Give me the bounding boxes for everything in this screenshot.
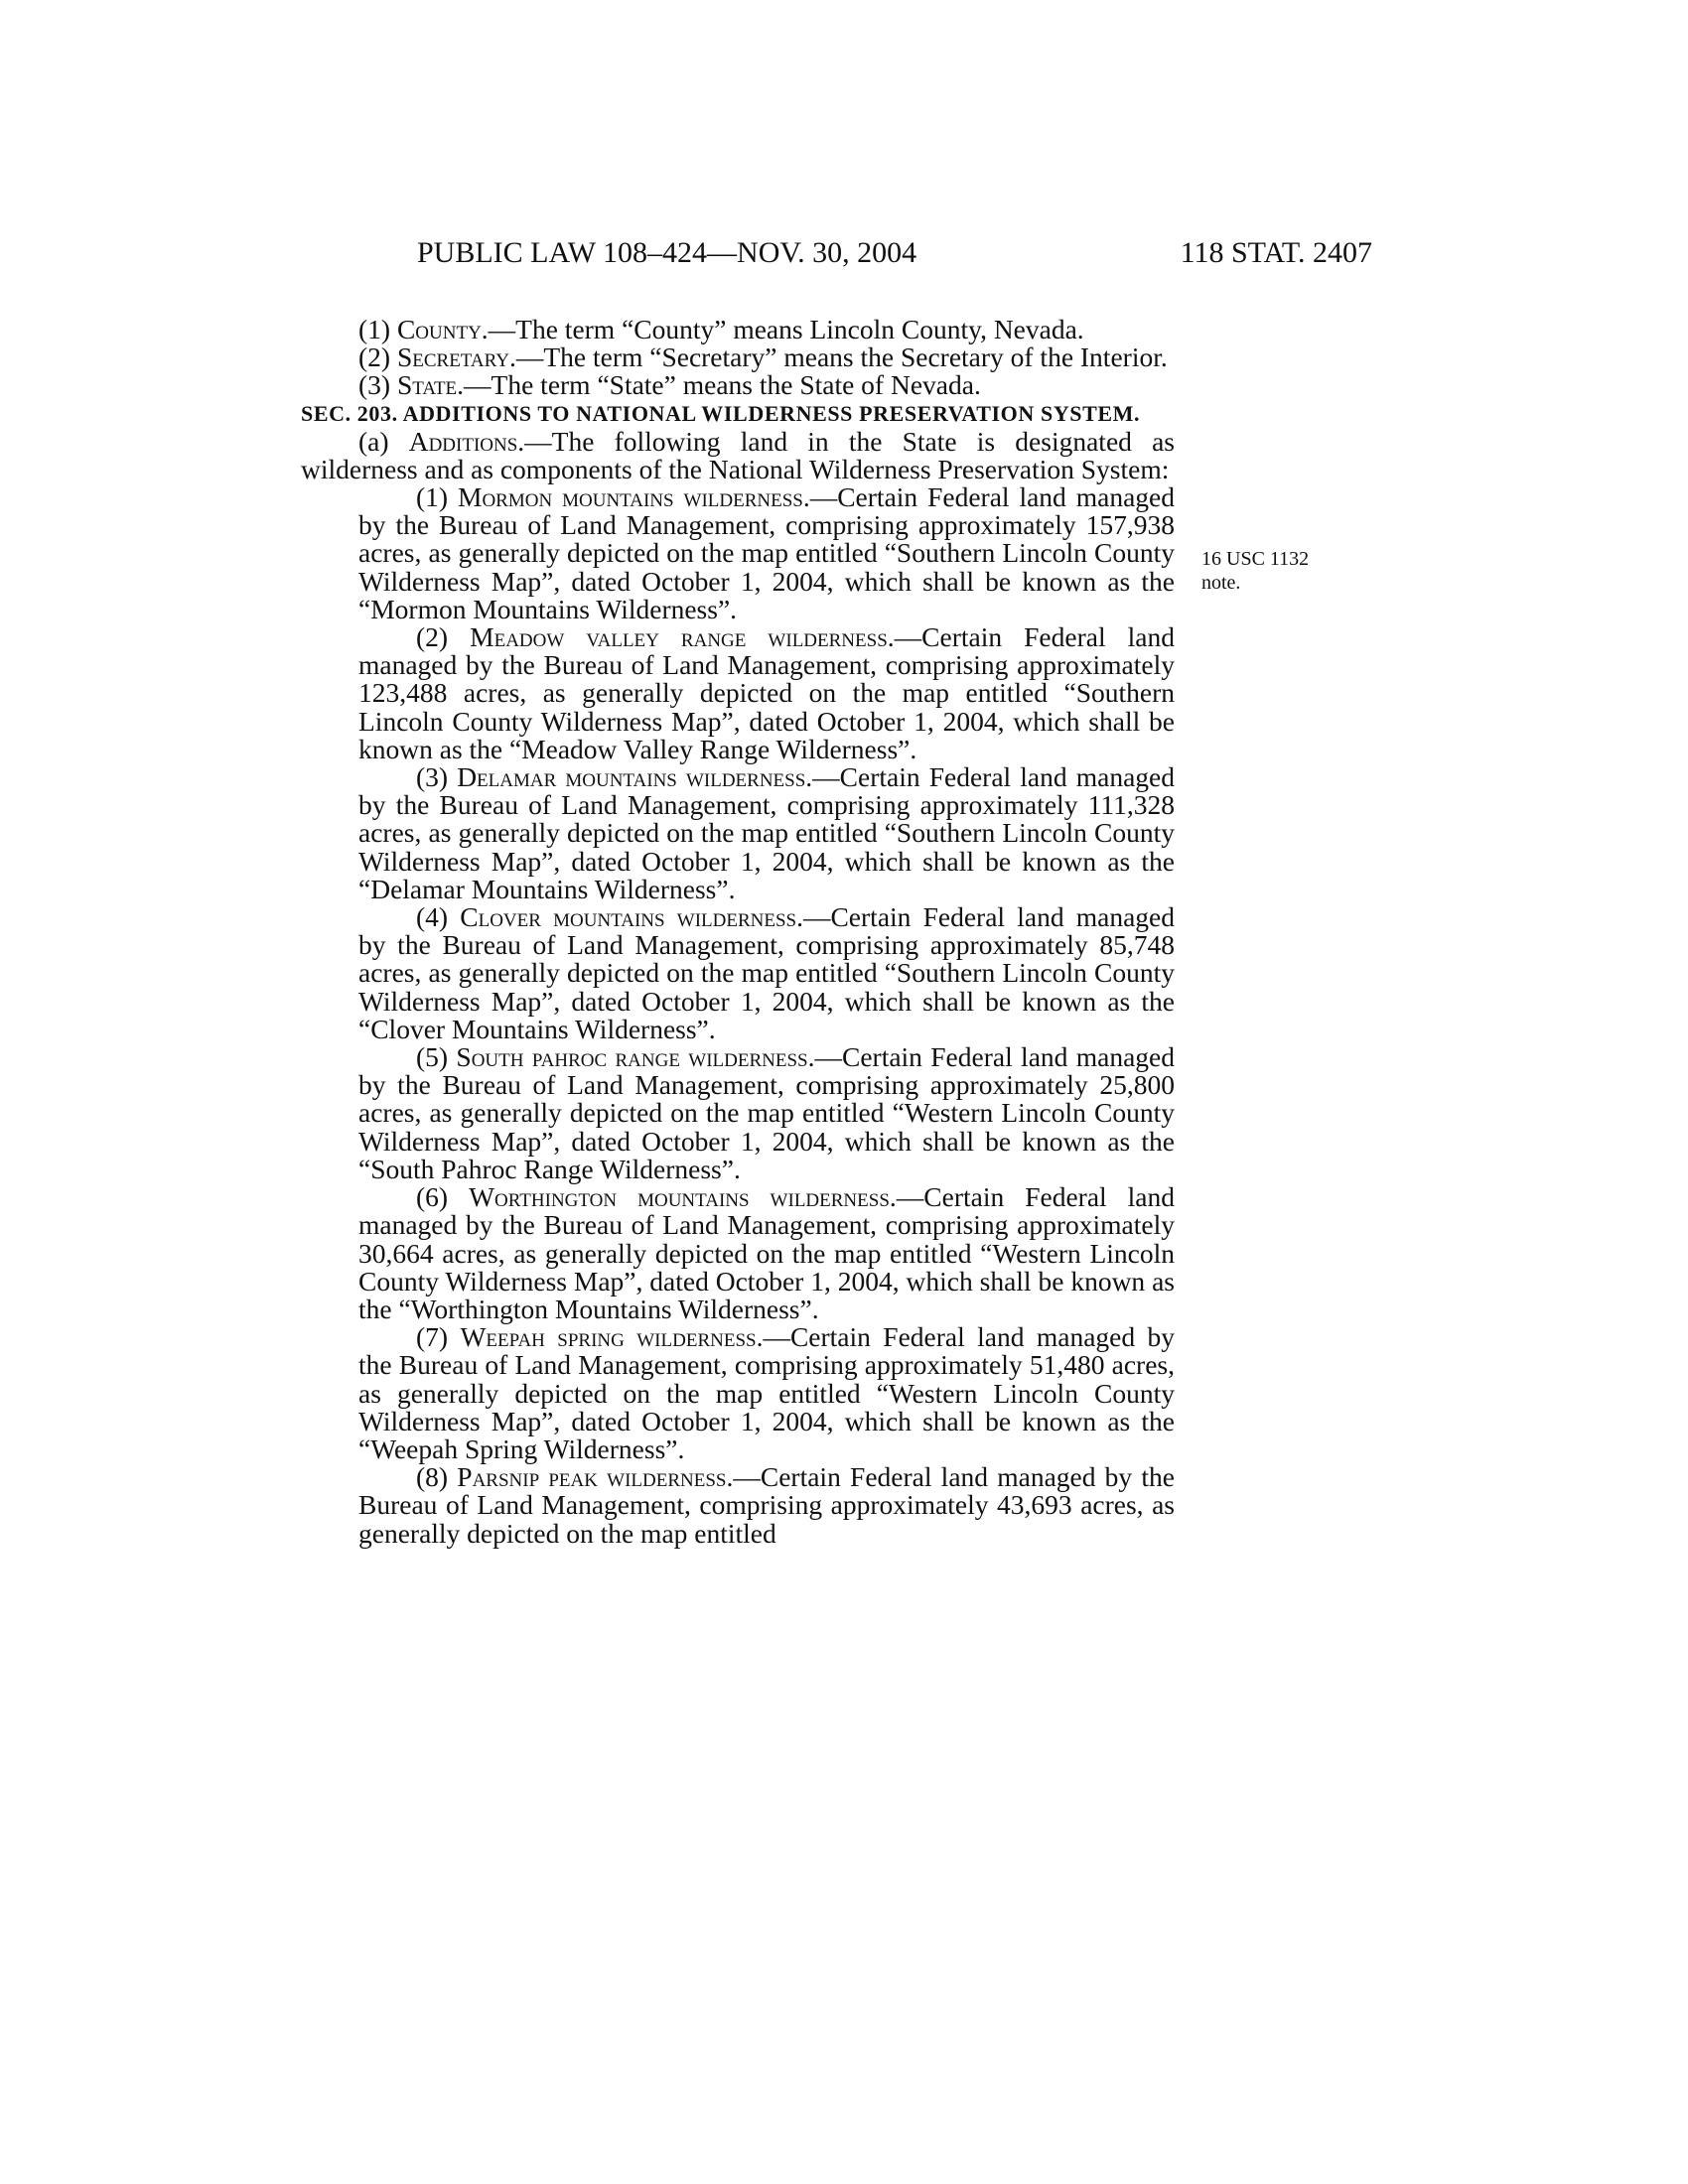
margin-note bbox=[1201, 547, 1340, 595]
paragraph-south-pahroc bbox=[301, 1043, 1175, 1183]
definition-number: (1) bbox=[358, 314, 391, 344]
paragraph-title: Meadow valley range wilderness bbox=[470, 621, 888, 653]
page-header bbox=[417, 236, 1372, 280]
definition-secretary bbox=[301, 343, 1175, 371]
paragraph-clover-mountains bbox=[301, 903, 1175, 1043]
margin-note-label: note. bbox=[1201, 572, 1241, 594]
definition-text: .—The term “Secretary” means the Secretary of the Interior. bbox=[508, 341, 1168, 373]
paragraph-title: Weepah spring wilderness bbox=[460, 1321, 757, 1353]
paragraph-title: Parsnip peak wilderness bbox=[457, 1461, 727, 1493]
paragraph-delamar-mountains bbox=[301, 763, 1175, 903]
document-body bbox=[301, 316, 1175, 1548]
subsection-additions bbox=[301, 425, 1175, 484]
paragraph-title: Clover mountains wilderness bbox=[460, 901, 797, 933]
definition-number: (2) bbox=[358, 341, 391, 373]
paragraph-number: (8) bbox=[416, 1461, 449, 1493]
definition-term: Secretary bbox=[396, 341, 509, 373]
paragraph-number: (2) bbox=[416, 621, 449, 653]
paragraph-text: .—Certain Federal land managed by the Bureau of Land Management, comprising approximately 25,800 acres, as generally depicted on the map entitled “Western Lincoln County Wilderness Map”, dated October 1, 2004, which shall be known as the “South Pahroc Range Wilderness”. bbox=[358, 1041, 1176, 1184]
paragraph-title: Worthington mountains wilderness bbox=[469, 1181, 890, 1213]
paragraph-title: Mormon mountains wilderness bbox=[458, 481, 803, 513]
definition-number: (3) bbox=[358, 369, 391, 401]
running-head: PUBLIC LAW 108–424—NOV. 30, 2004 bbox=[417, 236, 917, 269]
paragraph-number: (1) bbox=[416, 481, 449, 513]
statute-citation: 118 STAT. 2407 bbox=[1180, 236, 1372, 269]
paragraph-text: .—Certain Federal land managed by the Bureau of Land Management, comprising approximately 85,748 acres, as generally depicted on the map entitled “Southern Lincoln County Wilderness Map”, dated October 1, 2004, which shall be known as the “Clover Mountains Wilderness”. bbox=[358, 901, 1175, 1044]
paragraph-worthington-mountains bbox=[301, 1183, 1175, 1323]
definition-term: State bbox=[396, 369, 458, 401]
paragraph-number: (6) bbox=[416, 1181, 449, 1213]
paragraph-text: .—Certain Federal land managed by the Bureau of Land Management, comprising approximately 43,693 acres, as generally depicted on the map entitled bbox=[358, 1461, 1175, 1549]
subsection-text: .—The following land in the State is designated as wilderness and as components of the National Wilderness Preservation System: bbox=[301, 425, 1175, 484]
paragraph-number: (3) bbox=[416, 761, 449, 793]
margin-note-citation: 16 USC 1132 bbox=[1201, 548, 1310, 570]
definition-text: .—The term “State” means the State of Nevada. bbox=[457, 369, 981, 401]
definition-state bbox=[301, 371, 1175, 399]
paragraph-mormon-mountains bbox=[301, 483, 1175, 623]
paragraph-text: .—Certain Federal land managed by the Bureau of Land Management, comprising approximately 111,328 acres, as generally depicted on the map entitled “Southern Lincoln County Wilderness Map”, dated October 1, 2004, which shall be known as the “Delamar Mountains Wilderness”. bbox=[358, 761, 1175, 904]
paragraph-number: (5) bbox=[416, 1041, 449, 1073]
paragraph-text: .—Certain Federal land managed by the Bureau of Land Management, comprising approximately 157,938 acres, as generally depicted on the map entitled “Southern Lincoln County Wilderness Map”, dated October 1, 2004, which shall be known as the “Mormon Mountains Wilderness”. bbox=[358, 481, 1175, 624]
section-heading: SEC. 203. ADDITIONS TO NATIONAL WILDERNESS PRESERVATION SYSTEM. bbox=[301, 400, 1141, 426]
definition-text: .—The term “County” means Lincoln County, Nevada. bbox=[481, 314, 1084, 344]
paragraph-text: .—Certain Federal land managed by the Bureau of Land Management, comprising approximately 51,480 acres, as generally depicted on the map entitled “Western Lincoln County Wilderness Map”, dated October 1, 2004, which shall be known as the “Weepah Spring Wilderness”. bbox=[358, 1321, 1175, 1464]
definition-term: County bbox=[396, 314, 482, 344]
paragraph-weepah-spring bbox=[301, 1323, 1175, 1463]
paragraph-title: South pahroc range wilderness bbox=[456, 1041, 808, 1073]
subsection-title: Additions bbox=[408, 425, 518, 457]
paragraph-parsnip-peak bbox=[301, 1463, 1175, 1548]
paragraph-number: (7) bbox=[416, 1321, 449, 1353]
paragraph-number: (4) bbox=[416, 901, 449, 933]
paragraph-text: .—Certain Federal land managed by the Bureau of Land Management, comprising approximately 123,488 acres, as generally depicted on the map entitled “Southern Lincoln County Wilderness Map”, dated October 1, 2004, which shall be known as the “Meadow Valley Range Wilderness”. bbox=[358, 621, 1175, 764]
definition-county bbox=[301, 316, 1175, 343]
paragraph-meadow-valley bbox=[301, 623, 1175, 763]
paragraph-text: .—Certain Federal land managed by the Bureau of Land Management, comprising approximately 30,664 acres, as generally depicted on the map entitled “Western Lincoln County Wilderness Map”, dated October 1, 2004, which shall be known as the “Worthington Mountains Wilderness”. bbox=[358, 1181, 1176, 1324]
subsection-number: (a) bbox=[358, 425, 389, 457]
paragraph-title: Delamar mountains wilderness bbox=[457, 761, 806, 793]
